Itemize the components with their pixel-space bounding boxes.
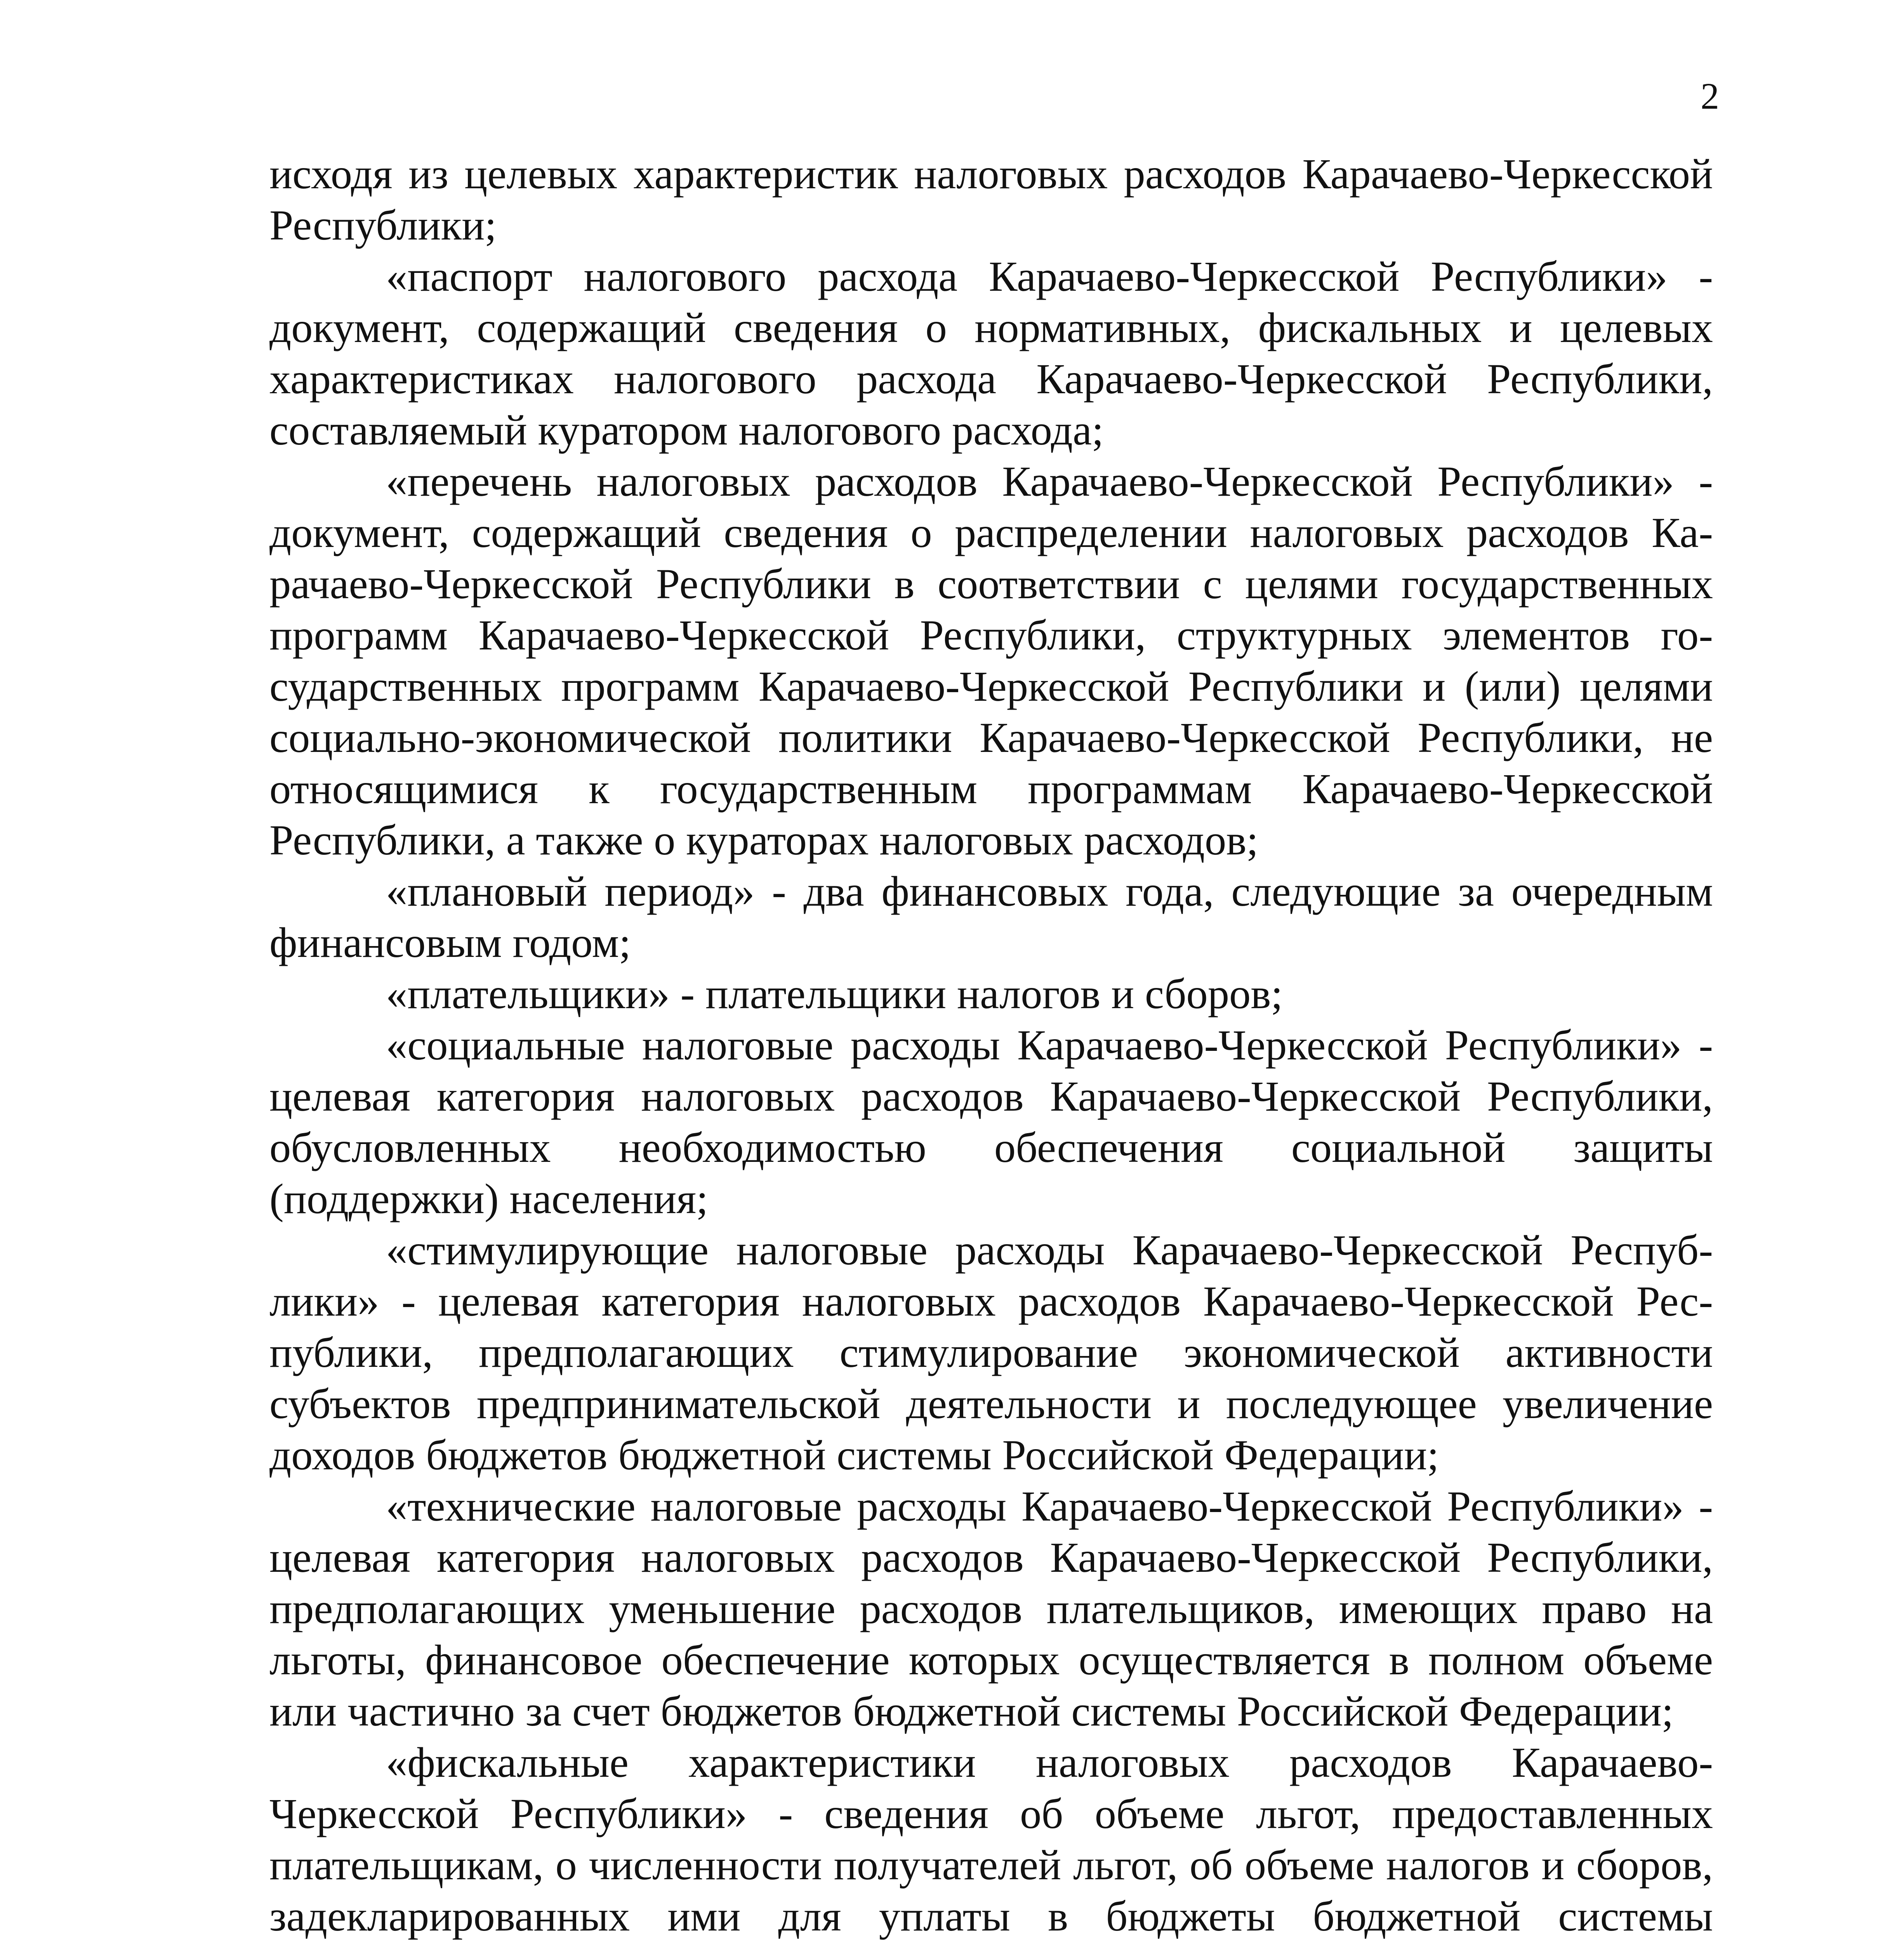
paragraph-tax-expense-list: «перечень налоговых расходов Карачаево-Черкесской Республики» - документ, содержащий сведения о распределении налоговых расходов Карачаево-Черкесской Республики в соответствии с целями государственных программ Карачаево-Черкесской Республики, структурных элементов государственных программ Карачаево-Черкесской Республики и (или) целями социально-экономической политики Карачаево-Черкесской Республики, не относящимися к государственным программам Карачаево-Черкесской Республики, а также о кураторах налоговых расходов;: [269, 458, 1713, 864]
page-number: 2: [1701, 75, 1719, 117]
paragraph-continuation: исходя из целевых характеристик налоговых расходов Карачаево-Черкесской Республики;: [269, 150, 1713, 249]
paragraph-stimulating-tax-expenses: «стимулирующие налоговые расходы Карачаево-Черкесской Республики» - целевая категория налоговых расходов Карачаево-Черкесской Республики, предполагающих стимулирование экономической активности субъектов предпринимательской деятельности и последующее увеличение доходов бюджетов бюджетной системы Российской Федерации;: [269, 1226, 1713, 1479]
paragraph-tax-expense-passport: «паспорт налогового расхода Карачаево-Черкесской Республики» - документ, содержащий сведения о нормативных, фискальных и целевых характеристиках налогового расхода Карачаево-Черкесской Республики, составляемый куратором налогового расхода;: [269, 253, 1713, 454]
document-body: [269, 148, 1713, 1941]
paragraph-social-tax-expenses: «социальные налоговые расходы Карачаево-Черкесской Республики» - целевая категория налоговых расходов Карачаево-Черкесской Республики, обусловленных необходимостью обеспечения социальной защиты (поддержки) населения;: [269, 1021, 1713, 1222]
paragraph-fiscal-characteristics: «фискальные характеристики налоговых расходов Карачаево-Черкесской Республики» - сведения об объеме льгот, предоставленных плательщикам, о численности получателей льгот, об объеме налогов и сборов, задекларированных ими для уплаты в бюджеты бюджетной системы: [269, 1739, 1713, 1940]
paragraph-technical-tax-expenses: «технические налоговые расходы Карачаево-Черкесской Республики» - целевая категория налоговых расходов Карачаево-Черкесской Республики, предполагающих уменьшение расходов плательщиков, имеющих право на льготы, финансовое обеспечение которых осуществляется в полном объеме или частично за счет бюджетов бюджетной системы Российской Федерации;: [269, 1483, 1713, 1735]
paragraph-payers: «плательщики» - плательщики налогов и сборов;: [386, 970, 1283, 1017]
paragraph-planning-period: «плановый период» - два финансовых года, следующие за очередным финансовым годом;: [269, 868, 1713, 966]
